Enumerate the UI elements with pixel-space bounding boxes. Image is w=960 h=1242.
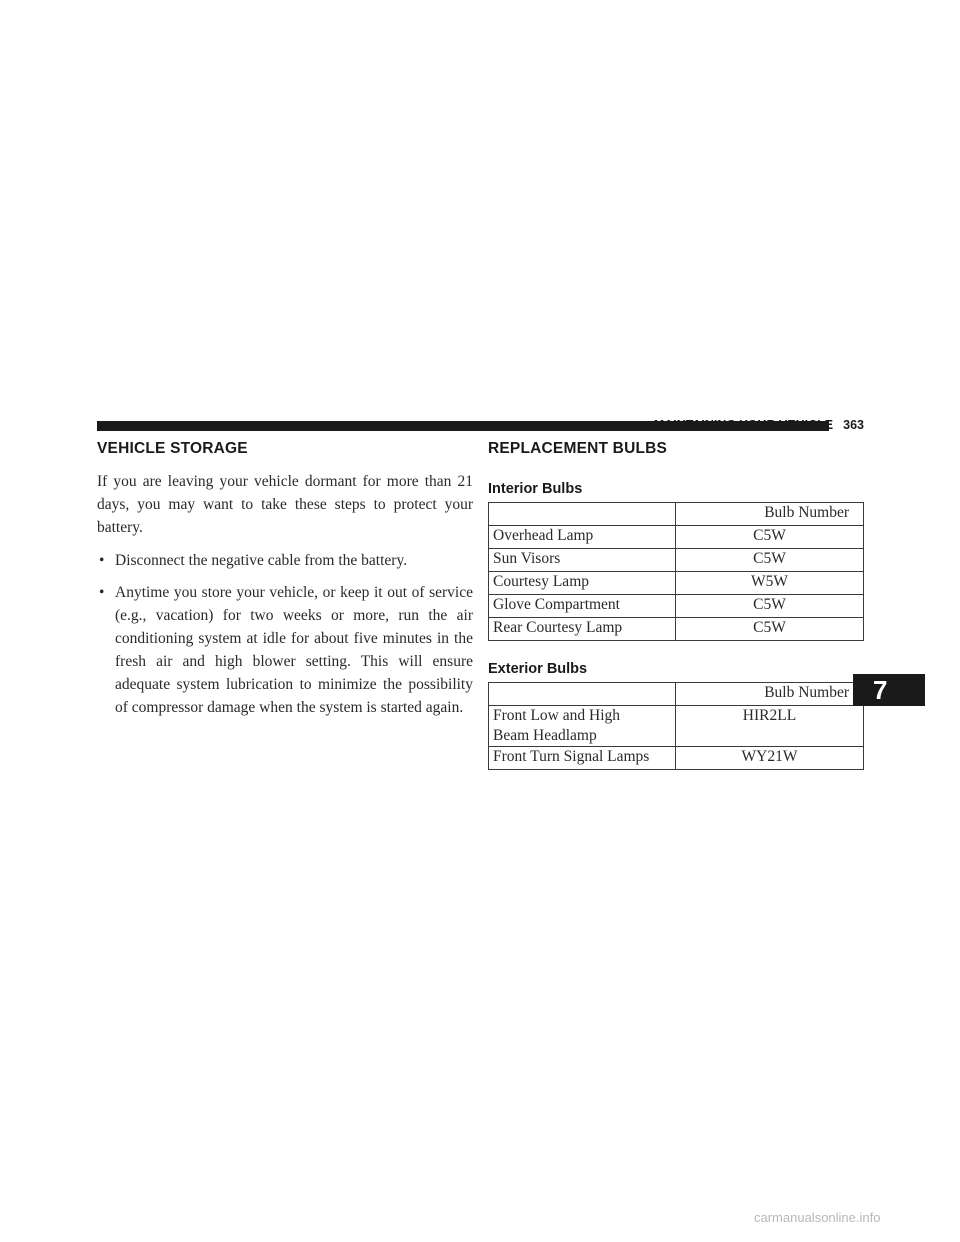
list-item-text: Anytime you store your vehicle, or keep it out of service (e.g., vacation) for two weeks or more, run the air conditioning system at idle for about five minutes in the fresh air and high blower setting. This will ensure adequate system lubrication to minimize the possibility of compressor damage when the system is started again. xyxy=(115,584,473,716)
table-row xyxy=(489,706,864,747)
bulb-number: C5W xyxy=(676,549,864,572)
list-item xyxy=(97,581,473,719)
header-section-title: MAINTAINING YOUR VEHICLE xyxy=(653,418,834,432)
table-row xyxy=(489,526,864,549)
bulb-number: W5W xyxy=(676,572,864,595)
exterior-bulbs-heading: Exterior Bulbs xyxy=(488,661,588,677)
bulb-number: C5W xyxy=(676,618,864,641)
watermark: carmanualsonline.info xyxy=(754,1210,881,1225)
replacement-bulbs-heading: REPLACEMENT BULBS xyxy=(488,440,668,457)
bulb-location: Rear Courtesy Lamp xyxy=(489,618,676,641)
bulb-location: Overhead Lamp xyxy=(489,526,676,549)
bulb-location xyxy=(489,706,676,747)
bulb-number: HIR2LL xyxy=(676,706,864,747)
interior-bulbs-table xyxy=(488,502,864,641)
list-item xyxy=(97,549,473,572)
running-header xyxy=(654,418,864,432)
table-header-row xyxy=(489,503,864,526)
bulb-location: Courtesy Lamp xyxy=(489,572,676,595)
bulb-location: Sun Visors xyxy=(489,549,676,572)
list-item-text: Disconnect the negative cable from the battery. xyxy=(115,552,408,569)
exterior-bulbs-table xyxy=(488,682,864,770)
bulb-number: C5W xyxy=(676,526,864,549)
page-number: 363 xyxy=(843,418,864,432)
table-row xyxy=(489,595,864,618)
bullet-glyph: • xyxy=(99,584,105,601)
table-header-bulb-number: Bulb Number xyxy=(676,503,864,526)
left-column xyxy=(97,440,473,728)
bulb-location: Front Turn Signal Lamps xyxy=(489,747,676,770)
bullet-glyph: • xyxy=(99,552,105,569)
table-header-bulb-number: Bulb Number xyxy=(676,683,864,706)
table-header-empty xyxy=(489,503,676,526)
table-header-empty xyxy=(489,683,676,706)
table-row xyxy=(489,618,864,641)
bulb-location: Glove Compartment xyxy=(489,595,676,618)
table-row xyxy=(489,549,864,572)
bulb-number: C5W xyxy=(676,595,864,618)
vehicle-storage-heading: VEHICLE STORAGE xyxy=(97,440,248,457)
bulb-location-line: Beam Headlamp xyxy=(493,727,597,744)
vehicle-storage-intro: If you are leaving your vehicle dormant for more than 21 days, you may want to take these steps to protect your battery. xyxy=(97,473,473,536)
chapter-tab: 7 xyxy=(853,674,925,706)
bulb-location-line: Front Low and High xyxy=(493,707,621,724)
interior-bulbs-heading: Interior Bulbs xyxy=(488,481,583,497)
table-row xyxy=(489,747,864,770)
table-header-row xyxy=(489,683,864,706)
bulb-number: WY21W xyxy=(676,747,864,770)
right-column xyxy=(488,440,864,770)
storage-steps-list xyxy=(97,549,473,719)
table-row xyxy=(489,572,864,595)
